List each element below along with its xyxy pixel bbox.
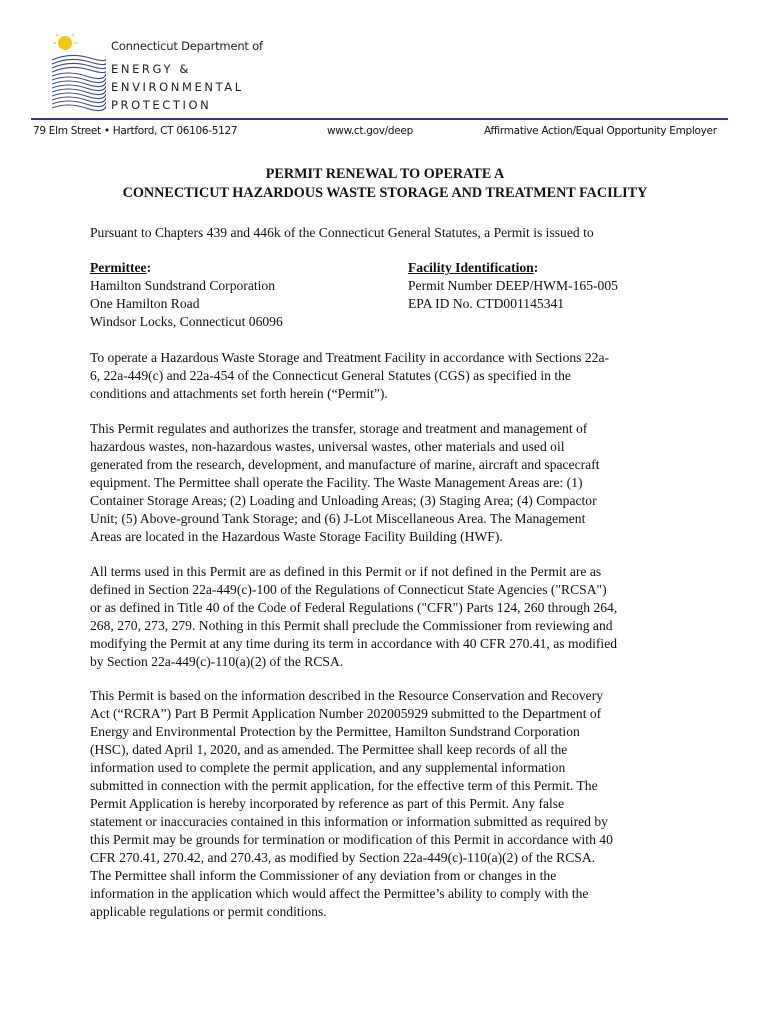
intro-text: Pursuant to Chapters 439 and 446k of the Connecticut General Statutes, a Permit is issued to xyxy=(90,225,594,240)
paragraph-line: submitted in connection with the permit application, for the effective term of this Permit. The xyxy=(90,778,598,793)
paragraph-line: (HSC), dated April 1, 2020, and as amended. The Permittee shall keep records of all the xyxy=(90,742,568,757)
paragraph-line: equipment. The Permittee shall operate the Facility. The Waste Management Areas are: (1) xyxy=(90,475,583,490)
paragraph-regulates xyxy=(90,420,682,546)
letterhead-website[interactable]: www.ct.gov/deep xyxy=(327,125,413,137)
intro-paragraph xyxy=(90,224,682,242)
paragraph-line: To operate a Hazardous Waste Storage and Treatment Facility in accordance with Sections 22a- xyxy=(90,350,610,365)
paragraph-line: generated from the research, development, and manufacture of marine, aircraft and spacecraft xyxy=(90,457,600,472)
paragraph-line: 6, 22a-449(c) and 22a-454 of the Connecticut General Statutes (CGS) as specified in the xyxy=(90,368,571,383)
paragraph-line: this Permit may be grounds for termination or modification of this Permit in accordance with 40 xyxy=(90,832,613,847)
paragraph-line: This Permit is based on the information described in the Resource Conservation and Recovery xyxy=(90,688,604,703)
facility-block: Facility Identification: Permit Number DEEP/HWM-165-005 EPA ID No. CTD001145341 xyxy=(408,260,618,311)
paragraph-line: Container Storage Areas; (2) Loading and Unloading Areas; (3) Staging Area; (4) Compactor xyxy=(90,493,597,508)
letterhead-divider xyxy=(31,118,728,120)
facility-epa-id: EPA ID No. CTD001145341 xyxy=(408,296,565,311)
paragraph-line: This Permit regulates and authorizes the transfer, storage and treatment and management of xyxy=(90,421,588,436)
document-title-line2: CONNECTICUT HAZARDOUS WASTE STORAGE AND TREATMENT FACILITY xyxy=(122,185,648,201)
paragraph-line: by Section 22a-449(c)-110(a)(2) of the RCSA. xyxy=(90,654,344,669)
paragraph-line: statement or inaccuracies contained in this information or information submitted as required by xyxy=(90,814,608,829)
permittee-name: Hamilton Sundstrand Corporation xyxy=(90,278,276,293)
paragraph-line: Act (“RCRA”) Part B Permit Application Number 202005929 submitted to the Department of xyxy=(90,706,602,721)
permittee-city: Windsor Locks, Connecticut 06096 xyxy=(90,314,283,329)
letterhead-employer-statement: Affirmative Action/Equal Opportunity Employer xyxy=(484,125,717,137)
deep-logo-icon xyxy=(50,34,106,114)
paragraph-line: applicable regulations or permit conditions. xyxy=(90,904,327,919)
org-name-line2: ENERGY & xyxy=(111,62,191,76)
org-name-line4: PROTECTION xyxy=(111,98,212,112)
document-title-line1: PERMIT RENEWAL TO OPERATE A xyxy=(265,166,505,182)
paragraph-operate xyxy=(90,349,682,403)
paragraph-line: Areas are located in the Hazardous Waste Storage Facility Building (HWF). xyxy=(90,529,503,544)
paragraph-line: modifying the Permit at any time during its term in accordance with 40 CFR 270.41, as modified xyxy=(90,636,618,651)
sun-icon xyxy=(53,34,77,50)
paragraph-terms xyxy=(90,563,682,671)
paragraph-line: hazardous wastes, non-hazardous wastes, universal wastes, other materials and used oil xyxy=(90,439,565,454)
paragraph-line: 268, 270, 273, 279. Nothing in this Permit shall preclude the Commissioner from reviewing and xyxy=(90,618,613,633)
paragraph-line: Unit; (5) Above-ground Tank Storage; and (6) J-Lot Miscellaneous Area. The Management xyxy=(90,511,586,526)
paragraph-line: The Permittee shall inform the Commissioner of any deviation from or changes in the xyxy=(90,868,557,883)
permittee-heading: Permittee xyxy=(90,260,147,275)
paragraph-line: CFR 270.41, 270.42, and 270.43, as modified by Section 22a-449(c)-110(a)(2) of the RCSA. xyxy=(90,850,596,865)
permittee-block: Permittee: Hamilton Sundstrand Corporation One Hamilton Road Windsor Locks, Connecticut 06096 xyxy=(90,260,283,329)
paragraph-based-on xyxy=(90,687,682,921)
paragraph-line: conditions and attachments set forth herein (“Permit”). xyxy=(90,386,388,401)
paragraph-line: information used to complete the permit application, and any supplemental information xyxy=(90,760,566,775)
paragraph-line: Energy and Environmental Protection by the Permittee, Hamilton Sundstrand Corporation xyxy=(90,724,580,739)
org-name-line1: Connecticut Department of xyxy=(111,39,263,53)
permittee-street: One Hamilton Road xyxy=(90,296,200,311)
org-name-line3: ENVIRONMENTAL xyxy=(111,80,244,94)
paragraph-line: All terms used in this Permit are as defined in this Permit or if not defined in the Permit are as xyxy=(90,564,602,579)
paragraph-line: or as defined in Title 40 of the Code of Federal Regulations ("CFR") Parts 124, 260 through 264, xyxy=(90,600,618,615)
paragraph-line: Permit Application is hereby incorporated by reference as part of this Permit. Any false xyxy=(90,796,565,811)
paragraph-line: defined in Section 22a-449(c)-100 of the Regulations of Connecticut State Agencies ("RCSA") xyxy=(90,582,607,597)
paragraph-line: information in the application which would affect the Permittee’s ability to comply with the xyxy=(90,886,589,901)
wave-lines-icon xyxy=(52,55,106,110)
letterhead-address: 79 Elm Street • Hartford, CT 06106-5127 xyxy=(33,125,238,137)
facility-heading: Facility Identification xyxy=(408,260,534,275)
facility-permit-number: Permit Number DEEP/HWM-165-005 xyxy=(408,278,618,293)
